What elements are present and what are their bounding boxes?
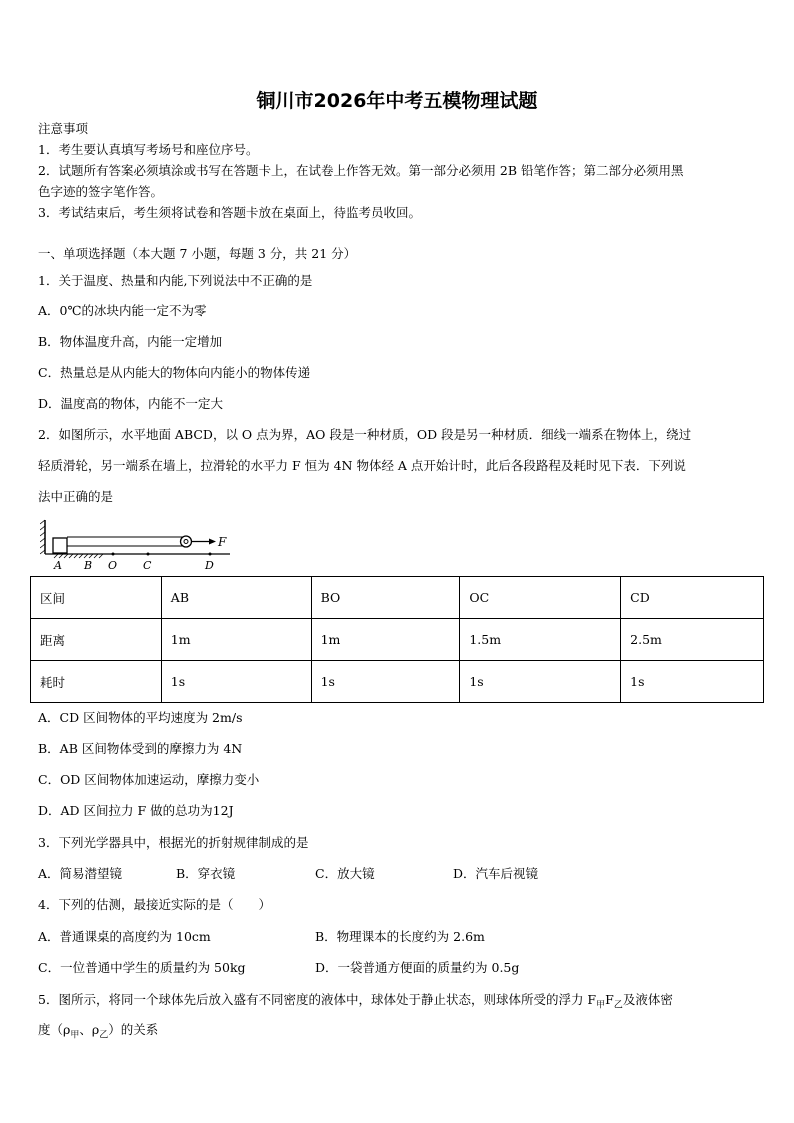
table-cell: AB xyxy=(161,577,311,619)
question-1-option-c: C．热量总是从内能大的物体向内能小的物体传递 xyxy=(38,365,311,380)
question-4-option-a: A．普通课桌的高度约为 10cm xyxy=(38,929,211,944)
table-cell: 1s xyxy=(621,661,764,703)
question-3-option-d: D．汽车后视镜 xyxy=(453,866,539,881)
table-cell: 距离 xyxy=(31,619,162,661)
table-row xyxy=(31,577,764,619)
question-2-stem-line: 轻质滑轮，另一端系在墙上，拉滑轮的水平力 F 恒为 4N 物体经 A 点开始计时，此后各段路程及耗时见下表．下列说 xyxy=(38,458,686,473)
pulley-diagram xyxy=(40,516,240,572)
question-4-option-b: B．物理课本的长度约为 2.6m xyxy=(315,929,485,944)
question-4-stem: 4．下列的估测，最接近实际的是（ ） xyxy=(38,897,271,912)
table-cell: OC xyxy=(460,577,621,619)
table-cell: 1s xyxy=(460,661,621,703)
question-3-option-a: A．简易潜望镜 xyxy=(38,866,123,881)
q5-f: F xyxy=(605,992,614,1007)
question-1-option-d: D．温度高的物体，内能不一定大 xyxy=(38,396,224,411)
q5-line2-sub-jia: 甲 xyxy=(70,1030,80,1041)
question-3-option-b: B．穿衣镜 xyxy=(176,866,236,881)
table-cell: 1s xyxy=(161,661,311,703)
question-4-option-d: D．一袋普通方便面的质量约为 0.5g xyxy=(315,960,520,975)
pulley-axle xyxy=(184,540,188,544)
question-2-option-c: C．OD 区间物体加速运动，摩擦力变小 xyxy=(38,772,260,787)
table-cell: BO xyxy=(311,577,460,619)
table-cell: 2.5m xyxy=(621,619,764,661)
question-1-option-a: A．0℃的冰块内能一定不为零 xyxy=(38,303,207,318)
q5-text-end: 及液体密 xyxy=(622,992,673,1007)
q5-text: 5．图所示，将同一个球体先后放入盛有不同密度的液体中，球体处于静止状态，则球体所受的浮力 F xyxy=(38,992,597,1007)
page-title: 铜川市2026年中考五模物理试题 xyxy=(256,90,538,112)
table-cell: 1m xyxy=(161,619,311,661)
q5-sub-yi: 乙 xyxy=(613,1000,623,1011)
label-c: C xyxy=(143,559,152,572)
q5-line2-end: ）的关系 xyxy=(108,1022,159,1037)
question-5-stem-line-1 xyxy=(38,991,673,1015)
table-row xyxy=(31,661,764,703)
table-row xyxy=(31,619,764,661)
question-4-option-c: C．一位普通中学生的质量约为 50kg xyxy=(38,960,246,975)
question-2-option-b: B．AB 区间物体受到的摩擦力为 4N xyxy=(38,741,243,756)
q5-line2-sub-yi: 乙 xyxy=(99,1030,109,1041)
notice-heading: 注意事项 xyxy=(38,121,89,136)
section-heading: 一、单项选择题（本大题 7 小题，每题 3 分，共 21 分） xyxy=(38,246,357,261)
point-d xyxy=(209,553,212,556)
table-cell: CD xyxy=(621,577,764,619)
notice-item: 3．考试结束后，考生须将试卷和答题卡放在桌面上，待监考员收回。 xyxy=(38,205,421,220)
label-a: A xyxy=(54,559,62,572)
notice-item: 色字迹的签字笔作答。 xyxy=(38,184,164,199)
question-2-stem-line: 法中正确的是 xyxy=(38,489,114,504)
question-3-option-c: C．放大镜 xyxy=(315,866,375,881)
notice-item: 1．考生要认真填写考场号和座位序号。 xyxy=(38,142,259,157)
question-1-stem: 1．关于温度、热量和内能,下列说法中不正确的是 xyxy=(38,273,313,288)
question-2-option-d: D．AD 区间拉力 F 做的总功为12J xyxy=(38,803,234,818)
q5-line2-start: 度（ρ xyxy=(38,1022,71,1037)
label-b: B xyxy=(84,559,93,572)
table-cell: 区间 xyxy=(31,577,162,619)
segment-table xyxy=(30,576,764,703)
point-o xyxy=(112,553,115,556)
question-5-stem-line-2 xyxy=(38,1021,158,1045)
question-1-option-b: B．物体温度升高，内能一定增加 xyxy=(38,334,223,349)
table-cell: 1s xyxy=(311,661,460,703)
table-cell: 耗时 xyxy=(31,661,162,703)
point-c xyxy=(147,553,150,556)
question-2-option-a: A．CD 区间物体的平均速度为 2m/s xyxy=(38,710,243,725)
notice-item: 2．试题所有答案必须填涂或书写在答题卡上，在试卷上作答无效。第一部分必须用 2B 铅笔作答；第二部分必须用黑 xyxy=(38,163,684,178)
table-cell: 1m xyxy=(311,619,460,661)
label-d: D xyxy=(205,559,214,572)
label-o: O xyxy=(108,559,118,572)
force-arrow-head xyxy=(209,539,216,545)
block xyxy=(53,538,67,553)
question-2-stem-line: 2．如图所示，水平地面 ABCD，以 O 点为界，AO 段是一种材质，OD 段是另一种材质．细线一端系在物体上，绕过 xyxy=(38,427,692,442)
q5-sub-jia: 甲 xyxy=(596,1000,606,1011)
q5-line2-sep: 、ρ xyxy=(79,1022,100,1037)
question-3-stem: 3．下列光学器具中，根据光的折射规律制成的是 xyxy=(38,835,309,850)
label-f: F xyxy=(218,535,227,549)
table-cell: 1.5m xyxy=(460,619,621,661)
